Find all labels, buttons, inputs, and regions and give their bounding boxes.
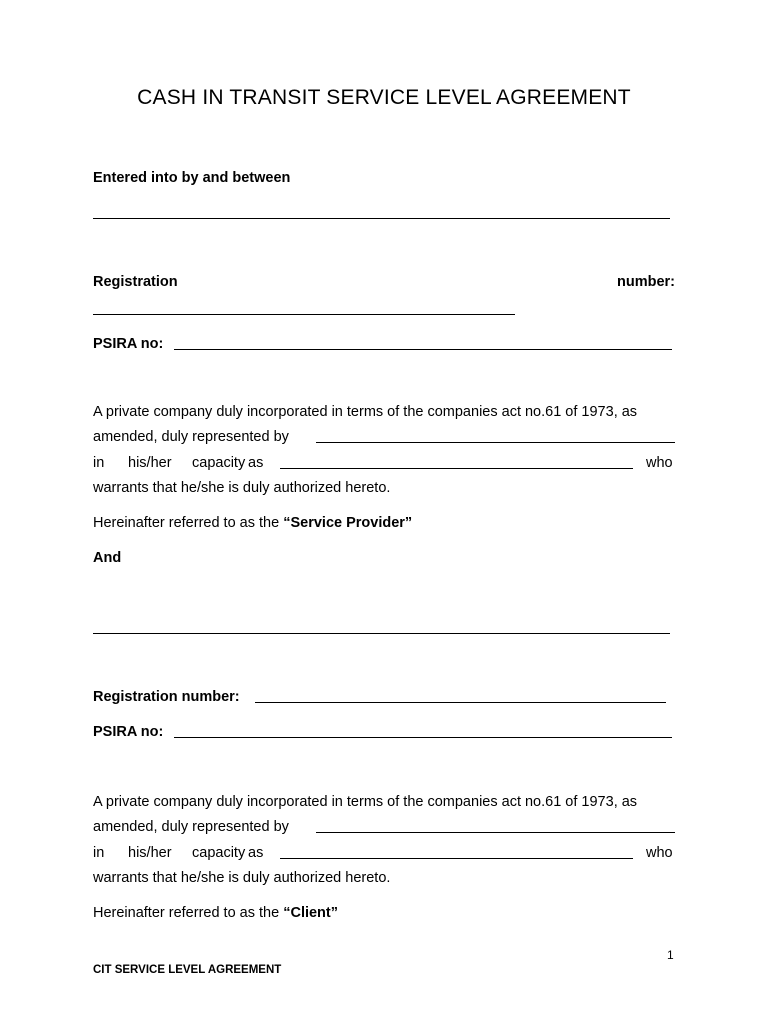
- party1-registration-suffix: number:: [617, 274, 675, 290]
- party2-representative-line[interactable]: [316, 832, 675, 833]
- and-label: And: [93, 550, 122, 566]
- page-number: 1: [667, 948, 674, 962]
- party2-word-as: as: [248, 845, 264, 861]
- party2-word-who: who: [646, 845, 673, 861]
- party2-registration-label: Registration number:: [93, 689, 240, 705]
- document-title: CASH IN TRANSIT SERVICE LEVEL AGREEMENT: [137, 86, 631, 109]
- party2-paragraph-line2: amended, duly represented by: [93, 819, 289, 835]
- party1-word-as: as: [248, 455, 264, 471]
- page-footer: CIT SERVICE LEVEL AGREEMENT: [93, 964, 282, 976]
- party2-capacity-line[interactable]: [280, 858, 633, 859]
- party1-paragraph-line2: amended, duly represented by: [93, 429, 289, 445]
- party2-word-capacity: capacity: [192, 845, 246, 861]
- party1-psira-label: PSIRA no:: [93, 336, 164, 352]
- party2-psira-line[interactable]: [174, 737, 672, 738]
- party1-word-who: who: [646, 455, 673, 471]
- party1-psira-line[interactable]: [174, 349, 672, 350]
- party2-paragraph-line4: warrants that he/she is duly authorized hereto.: [93, 870, 391, 886]
- party1-hereinafter: [93, 515, 412, 532]
- party2-hereinafter-text: Hereinafter referred to as the: [93, 905, 284, 921]
- party1-capacity-line[interactable]: [280, 468, 633, 469]
- party1-representative-line[interactable]: [316, 442, 675, 443]
- party2-word-in: in: [93, 845, 105, 861]
- party2-word-hisher: his/her: [128, 845, 172, 861]
- party1-word-hisher: his/her: [128, 455, 172, 471]
- party1-registration-label: Registration: [93, 274, 178, 290]
- party1-word-capacity: capacity: [192, 455, 246, 471]
- party1-word-in: in: [93, 455, 105, 471]
- party1-paragraph-line4: warrants that he/she is duly authorized hereto.: [93, 480, 391, 496]
- party1-name-line[interactable]: [93, 218, 670, 219]
- party2-name-line[interactable]: [93, 633, 670, 634]
- party1-registration-line[interactable]: [93, 314, 515, 315]
- party2-hereinafter: [93, 905, 338, 922]
- party1-role: “Service Provider”: [283, 515, 413, 531]
- party2-role: “Client”: [283, 905, 338, 921]
- party2-psira-label: PSIRA no:: [93, 724, 164, 740]
- intro-heading: Entered into by and between: [93, 170, 291, 186]
- party1-paragraph-line1: A private company duly incorporated in terms of the companies act no.61 of 1973, as: [93, 404, 638, 420]
- party1-hereinafter-text: Hereinafter referred to as the: [93, 515, 284, 531]
- party1-registration-row: [93, 274, 675, 291]
- party2-registration-line[interactable]: [255, 702, 666, 703]
- party2-paragraph-line1: A private company duly incorporated in terms of the companies act no.61 of 1973, as: [93, 794, 638, 810]
